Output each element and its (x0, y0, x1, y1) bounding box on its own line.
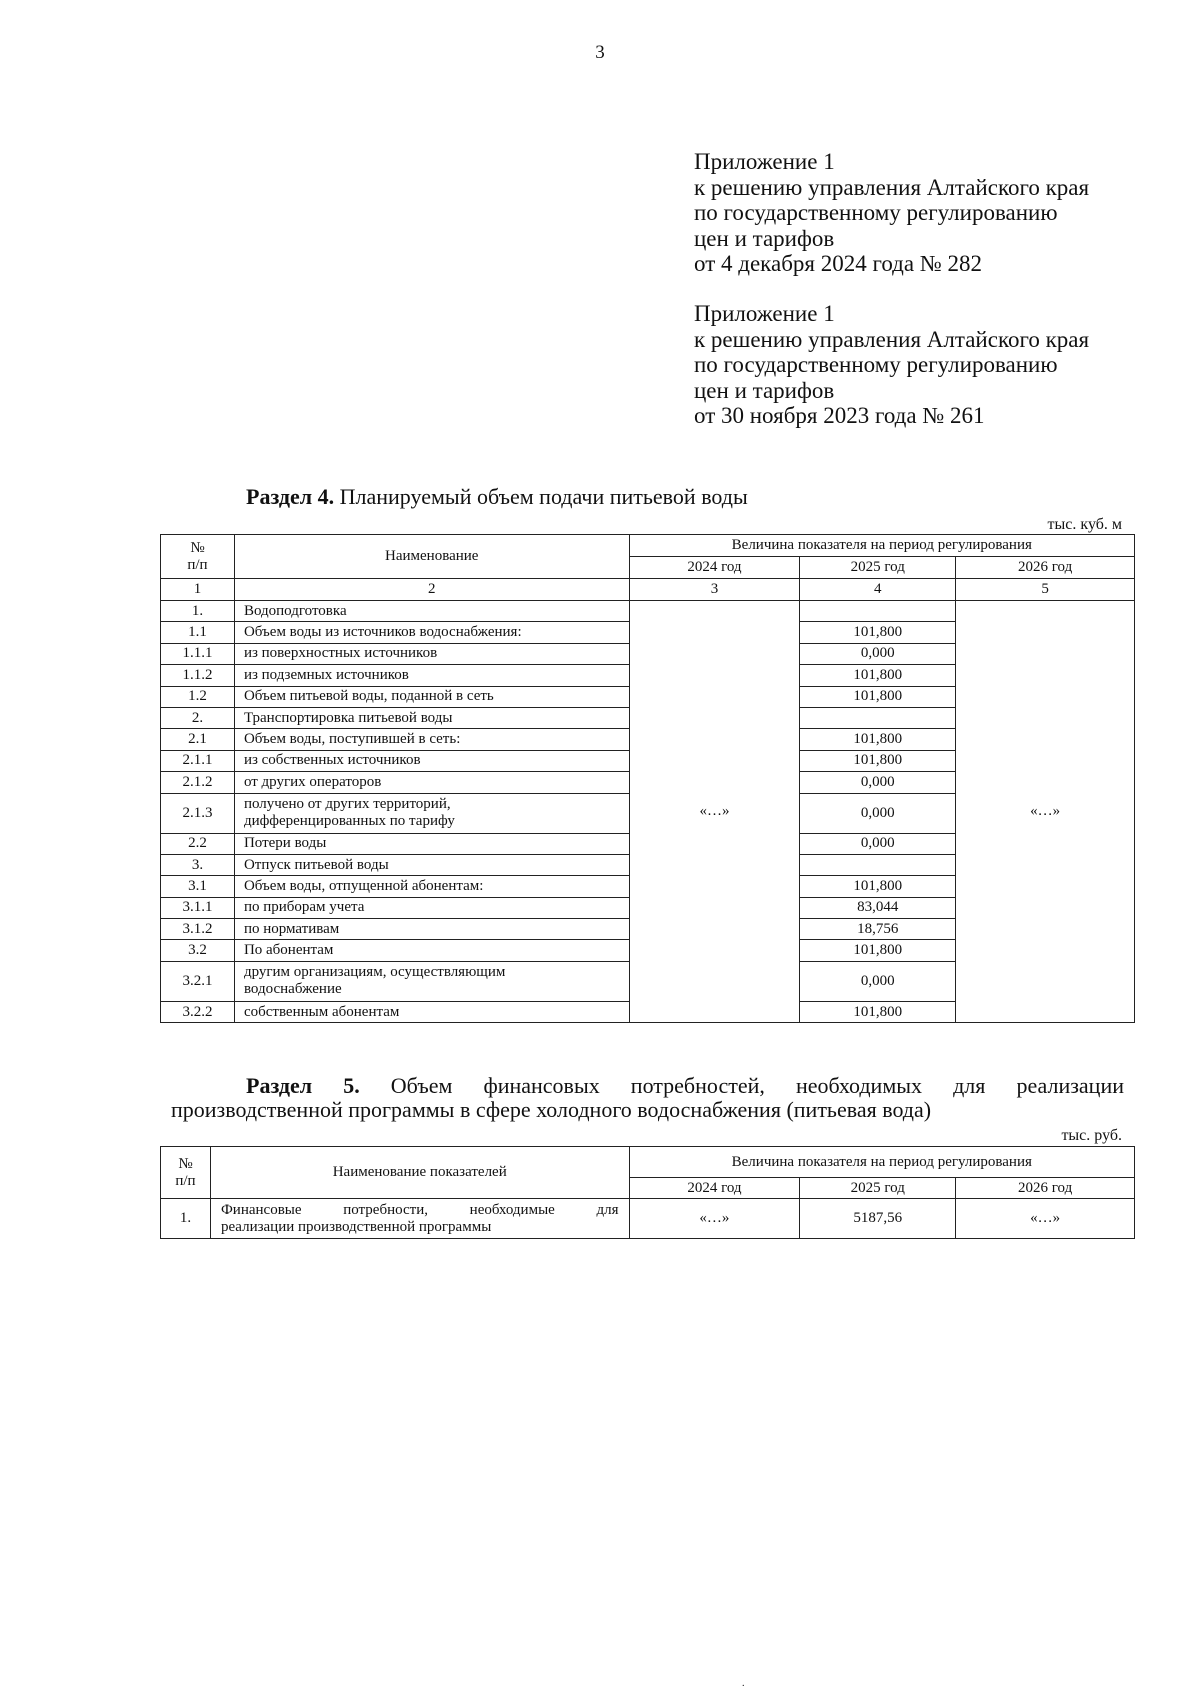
header-period: Величина показателя на период регулирования (629, 1147, 1134, 1178)
row-name: собственным абонентам (234, 1001, 629, 1022)
header-period: Величина показателя на период регулирования (629, 535, 1134, 557)
header-2025: 2025 год (800, 557, 956, 579)
row-value-2025: 101,800 (800, 686, 956, 707)
row-value-2025 (800, 707, 956, 728)
column-number-row (161, 579, 1135, 601)
page-number: 3 (595, 42, 605, 63)
row-num: 3.2.1 (161, 961, 235, 1001)
annex-line: Приложение 1 (694, 149, 835, 174)
column-number: 4 (800, 579, 956, 601)
row-value-2025: 18,756 (800, 919, 956, 940)
section5-table (160, 1146, 1135, 1239)
annex-line: по государственному регулированию (694, 352, 1058, 377)
row-value-2026: «…» (956, 1199, 1135, 1239)
section5-title-line2: производственной программы в сфере холодного водоснабжения (питьевая вода) (171, 1097, 932, 1122)
section5-title (171, 1074, 1124, 1122)
row-num: 2.1.3 (161, 793, 235, 833)
row-name: Водоподготовка (234, 601, 629, 622)
table-row (161, 601, 1135, 622)
annex-heading-current (694, 149, 1154, 277)
row-name: Объем воды из источников водоснабжения: (234, 622, 629, 643)
merged-2024-cell: «…» (629, 601, 800, 1023)
row-num: 1. (161, 601, 235, 622)
header-2024: 2024 год (629, 1178, 800, 1199)
row-num: 2.1 (161, 729, 235, 750)
row-name: Потери воды (234, 833, 629, 854)
row-value-2025: 5187,56 (800, 1199, 956, 1239)
row-name: по приборам учета (234, 897, 629, 918)
row-value-2025: 0,000 (800, 961, 956, 1001)
row-num: 3.1.2 (161, 919, 235, 940)
row-num: 3.1.1 (161, 897, 235, 918)
table-header-row (161, 535, 1135, 557)
row-name: от других операторов (234, 772, 629, 793)
row-name: другим организациям, осуществляющим водоснабжение (234, 961, 629, 1001)
row-num: 1.1 (161, 622, 235, 643)
column-number: 1 (161, 579, 235, 601)
annex-line: цен и тарифов (694, 377, 835, 403)
row-value-2025 (800, 601, 956, 622)
row-name: получено от других территорий, дифференцированных по тарифу (234, 793, 629, 833)
section5-title-line1: Объем финансовых потребностей, необходимых для реализации (390, 1073, 1124, 1098)
row-num: 2.2 (161, 833, 235, 854)
section4-unit: тыс. куб. м (1047, 516, 1122, 533)
column-number: 5 (956, 579, 1135, 601)
row-name: из собственных источников (234, 750, 629, 771)
row-num: 2.1.2 (161, 772, 235, 793)
row-name: из подземных источников (234, 665, 629, 686)
row-num: 2. (161, 707, 235, 728)
row-value-2025: 101,800 (800, 750, 956, 771)
table-row (161, 1199, 1135, 1239)
row-name: Объем воды, поступившей в сеть: (234, 729, 629, 750)
row-name: Транспортировка питьевой воды (234, 707, 629, 728)
row-value-2025: 101,800 (800, 1001, 956, 1022)
row-num: 3.1 (161, 876, 235, 897)
header-2025: 2025 год (800, 1178, 956, 1199)
row-value-2025: 101,800 (800, 622, 956, 643)
merged-2026-cell: «…» (956, 601, 1135, 1023)
row-value-2025: 101,800 (800, 665, 956, 686)
row-num: 1.1.1 (161, 643, 235, 664)
row-num: 2.1.1 (161, 750, 235, 771)
section4-title (246, 485, 748, 509)
row-num: 3.2.2 (161, 1001, 235, 1022)
header-name: Наименование (234, 535, 629, 579)
row-name: из поверхностных источников (234, 643, 629, 664)
row-num: 3. (161, 854, 235, 875)
header-num: № п/п (161, 1147, 211, 1199)
row-name: Объем воды, отпущенной абонентам: (234, 876, 629, 897)
row-num: 1.1.2 (161, 665, 235, 686)
row-value-2025: 101,800 (800, 940, 956, 961)
row-value-2025: 83,044 (800, 897, 956, 918)
table-header-row (161, 1147, 1135, 1178)
section5-label: Раздел 5. (246, 1073, 360, 1098)
row-value-2025: 101,800 (800, 729, 956, 750)
row-num: 1. (161, 1199, 211, 1239)
row-value-2025 (800, 854, 956, 875)
annex-line: Приложение 1 (694, 301, 835, 326)
column-number: 3 (629, 579, 800, 601)
row-num: 3.2 (161, 940, 235, 961)
section5-unit: тыс. руб. (1061, 1127, 1122, 1144)
row-value-2024: «…» (629, 1199, 800, 1239)
section4-label: Раздел 4. (246, 484, 335, 509)
header-2026: 2026 год (956, 557, 1135, 579)
header-2024: 2024 год (629, 557, 800, 579)
header-num: № п/п (161, 535, 235, 579)
row-num: 1.2 (161, 686, 235, 707)
row-name: Объем питьевой воды, поданной в сеть (234, 686, 629, 707)
row-name: по нормативам (234, 919, 629, 940)
row-name: Отпуск питьевой воды (234, 854, 629, 875)
annex-line: от 4 декабря 2024 года № 282 (694, 251, 983, 276)
annex-line: от 30 ноября 2023 года № 261 (694, 403, 985, 428)
annex-line: к решению управления Алтайского края (694, 174, 1090, 200)
annex-line: цен и тарифов (694, 225, 835, 251)
row-value-2025: 0,000 (800, 772, 956, 793)
annex-line: по государственному регулированию (694, 200, 1058, 225)
row-value-2025: 0,000 (800, 793, 956, 833)
scan-mark: . (742, 1678, 745, 1689)
section4-title-text: Планируемый объем подачи питьевой воды (339, 484, 748, 509)
row-name: По абонентам (234, 940, 629, 961)
annex-line: к решению управления Алтайского края (694, 326, 1090, 352)
column-number: 2 (234, 579, 629, 601)
row-value-2025: 0,000 (800, 833, 956, 854)
header-2026: 2026 год (956, 1178, 1135, 1199)
section4-table (160, 534, 1135, 1023)
row-value-2025: 101,800 (800, 876, 956, 897)
row-name: Финансовые потребности, необходимые для реализации производственной программы (210, 1199, 629, 1239)
row-value-2025: 0,000 (800, 643, 956, 664)
annex-heading-previous (694, 301, 1154, 429)
header-name: Наименование показателей (210, 1147, 629, 1199)
